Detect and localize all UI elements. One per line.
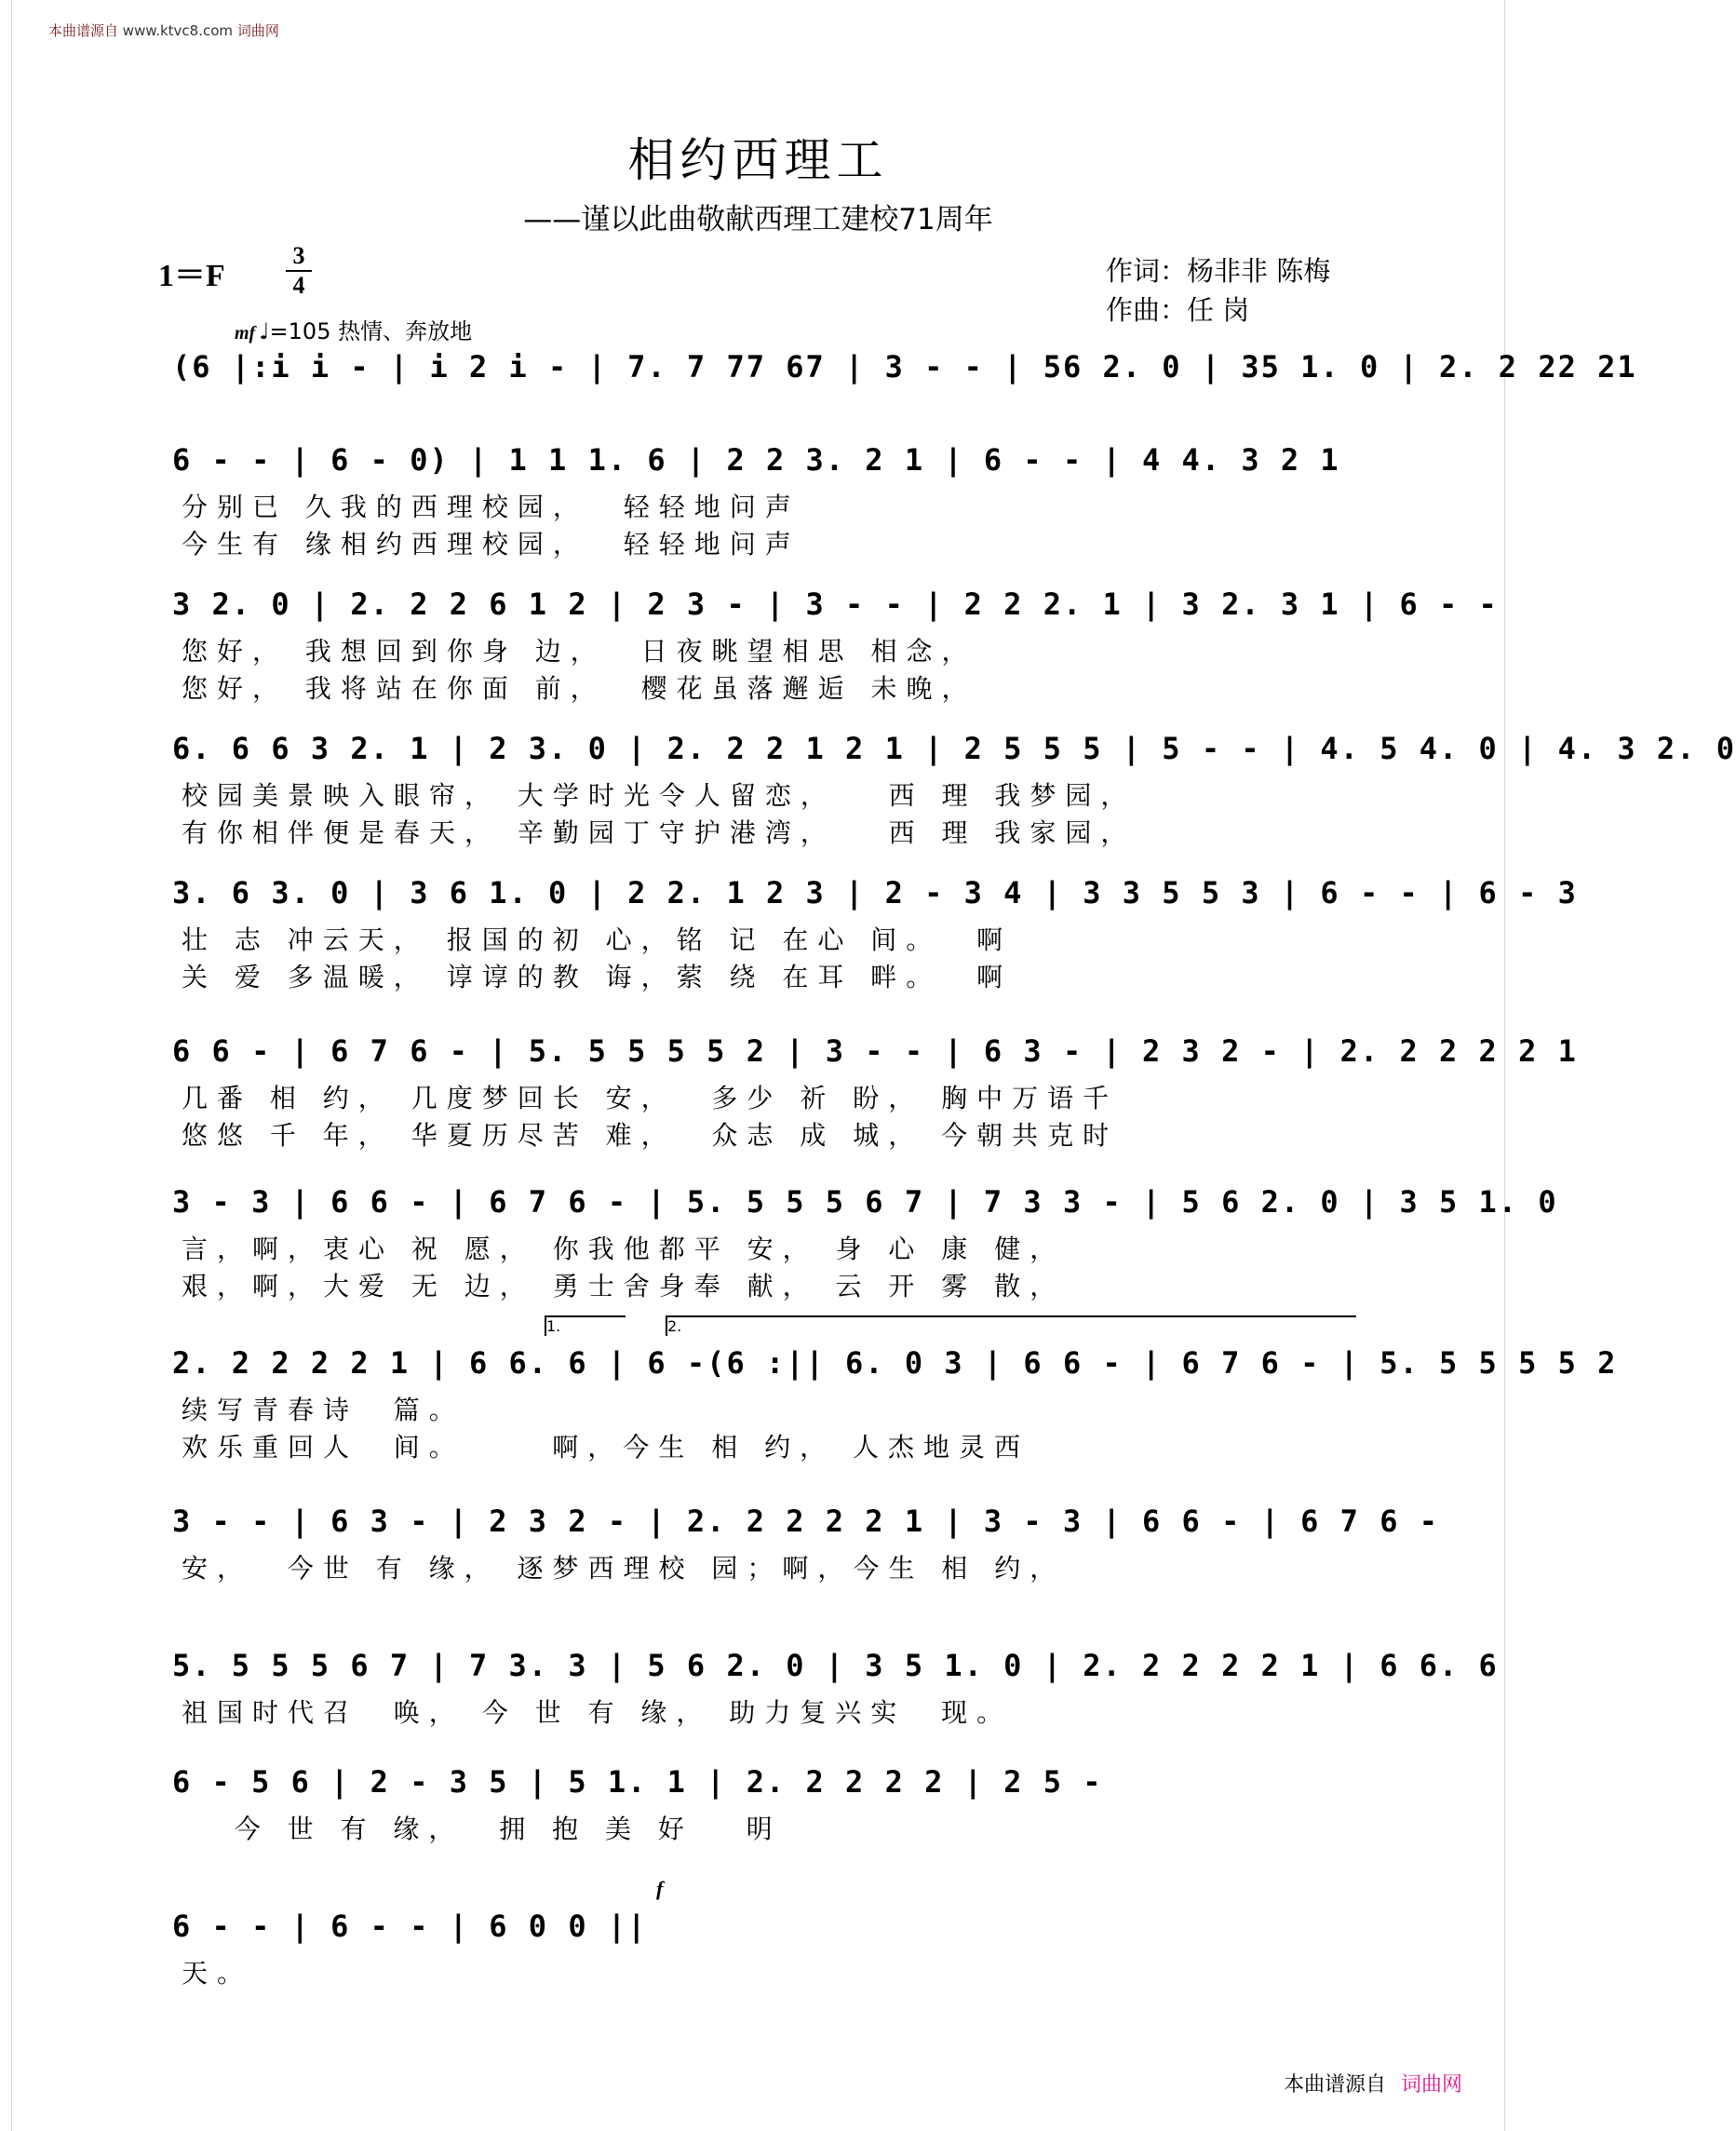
notation-text: 6 - 5 6 | 2 - 3 5 | 5 1. 1 | 2. 2 2 2 2 | 2 5 -: [172, 1764, 1103, 1800]
notation-text: 6 - - | 6 - - | 6 0 0 ||: [172, 1908, 648, 1944]
notation-line: [172, 1764, 1349, 1811]
lyric-verse-2: 艰，啊，大爱 无 边， 勇士舍身奉 献， 云 开 雾 散，: [182, 1271, 1066, 1302]
tempo-marking: [235, 313, 472, 345]
notation-text: 5. 5 5 5 6 7 | 7 3. 3 | 5 6 2. 0 | 3 5 1. 0 | 2. 2 2 2 2 1 | 6 6. 6: [172, 1648, 1499, 1683]
lyric-verse-1: 您好， 我想回到你身 边， 日夜眺望相思 相念，: [182, 636, 977, 667]
time-top: 3: [292, 242, 305, 269]
score-system: [172, 442, 1349, 563]
time-signature: [286, 244, 312, 298]
lyric-verse-1: 校园美景映入眼帘， 大学时光令人留恋， 西 理 我梦园，: [182, 780, 1137, 811]
dynamic-mark: f: [656, 1877, 664, 1900]
score-system: [172, 875, 1578, 996]
score-system: [172, 1764, 1349, 1848]
lyric-verse-2: 欢乐重回人 间。 啊，今生 相 约， 人杰地灵西: [182, 1432, 1030, 1463]
lyric-verse-1: 几番 相 约， 几度梦回长 安， 多少 祈 盼， 胸中万语千: [182, 1083, 1119, 1113]
source-site: 词曲网: [236, 22, 279, 39]
lyric-verse-1: 今 世 有 缘， 拥 抱 美 好 明: [182, 1814, 782, 1844]
notation-text: 6 6 - | 6 7 6 - | 5. 5 5 5 5 2 | 3 - - | 6 3 - | 2 3 2 - | 2. 2 2 2 2 1: [172, 1033, 1578, 1069]
lyric-verse-2: 今生有 缘相约西理校园， 轻轻地问声: [182, 529, 801, 560]
notation-text: 2. 2 2 2 2 1 | 6 6. 6 | 6 -(6 :|| 6. 0 3 | 6 6 - | 6 7 6 - | 5. 5 5 5 5 2: [172, 1345, 1618, 1381]
score-system: [172, 731, 1736, 852]
volta-2: 2.: [666, 1315, 1356, 1336]
volta-1: 1.: [545, 1315, 626, 1336]
notation-line: [172, 442, 1349, 489]
source-header: [48, 20, 279, 40]
notation-line: [172, 587, 1499, 633]
lyric-verse-1: 续写青春诗 篇。: [182, 1395, 464, 1425]
footer-source-site[interactable]: 词曲网: [1400, 2073, 1462, 2097]
score-system: [172, 1504, 1439, 1587]
score-system: [172, 1033, 1578, 1154]
notation-text: 3 - - | 6 3 - | 2 3 2 - | 2. 2 2 2 2 1 | 3 - 3 | 6 6 - | 6 7 6 -: [172, 1504, 1439, 1539]
lyric-verse-2: 关 爱 多温暖， 谆谆的教 诲，萦 绕 在耳 畔。 啊: [182, 962, 1013, 992]
credits: [1106, 251, 1330, 330]
notation-line: [172, 1184, 1558, 1231]
lyricist: 作词：杨非非 陈梅: [1106, 255, 1331, 287]
lyric-verse-1: 分别已 久我的西理校园， 轻轻地问声: [182, 492, 801, 522]
notation-line: [172, 1504, 1439, 1550]
score-system: [172, 1877, 1349, 1992]
lyric-verse-2: 悠悠 千 年， 华夏历尽苦 难， 众志 成 城， 今朝共克时: [182, 1120, 1119, 1151]
notation-text: 3 - 3 | 6 6 - | 6 7 6 - | 5. 5 5 5 6 7 | 7 3 3 - | 5 6 2. 0 | 3 5 1. 0: [172, 1184, 1558, 1220]
lyric-verse-1: 安， 今世 有 缘， 逐梦西理校 园；啊，今生 相 约，: [182, 1553, 1066, 1584]
notation-line: [172, 1345, 1618, 1392]
lyric-verse-1: 壮 志 冲云天， 报国的初 心，铭 记 在心 间。 啊: [182, 924, 1013, 955]
tempo-text: ♩=105 热情、奔放地: [259, 318, 473, 344]
notation-text: 3. 6 3. 0 | 3 6 1. 0 | 2 2. 1 2 3 | 2 - 3 4 | 3 3 5 5 3 | 6 - - | 6 - 3: [172, 875, 1578, 910]
left-border-strip: [0, 0, 12, 2131]
notation-text: (6 |:i i - | i 2 i - | 7. 7 77 67 | 3 - - | 56 2. 0 | 35 1. 0 | 2. 2 22 21: [172, 349, 1637, 384]
source-footer: [1284, 2069, 1462, 2097]
score-system: [172, 1317, 1618, 1466]
notation-line: [172, 1033, 1578, 1080]
notation-line: [172, 875, 1578, 922]
lyric-verse-1: 言，啊，衷心 祝 愿， 你我他都平 安， 身 心 康 健，: [182, 1234, 1066, 1264]
time-bottom: 4: [292, 272, 305, 299]
notation-line: [172, 1908, 1349, 1955]
score-system: [172, 587, 1499, 708]
notation-line: [172, 349, 1637, 396]
notation-line: [172, 731, 1736, 777]
lyric-verse-2: 您好， 我将站在你面 前， 樱花虽落邂逅 未晚，: [182, 673, 977, 704]
song-title: 相约西理工: [627, 133, 889, 187]
key-signature: 1＝F: [158, 259, 225, 293]
notation-text: 6 - - | 6 - 0) | 1 1 1. 6 | 2 2 3. 2 1 | 6 - - | 4 4. 3 2 1: [172, 442, 1340, 478]
composer: 作曲：任 岗: [1106, 294, 1250, 326]
score-system: [172, 1648, 1499, 1732]
footer-source-prefix: 本曲谱源自: [1283, 2073, 1386, 2097]
source-url[interactable]: www.ktvc8.com: [122, 22, 234, 39]
song-subtitle: ——谨以此曲敬献西理工建校71周年: [523, 203, 993, 236]
dynamic-mf: mf: [235, 323, 256, 344]
lyric-verse-2: 有你相伴便是春天， 辛勤园丁守护港湾， 西 理 我家园，: [182, 817, 1137, 848]
lyric-verse-1: 祖国时代召 唤， 今 世 有 缘， 助力复兴实 现。: [182, 1697, 1013, 1728]
source-prefix: 本曲谱源自: [48, 22, 119, 39]
notation-text: 3 2. 0 | 2. 2 2 6 1 2 | 2 3 - | 3 - - | 2 2 2. 1 | 3 2. 3 1 | 6 - -: [172, 587, 1499, 622]
notation-line: [172, 1648, 1499, 1694]
score-system: [172, 349, 1637, 396]
lyric-verse-1: 天。: [182, 1958, 253, 1989]
notation-text: 6. 6 6 3 2. 1 | 2 3. 0 | 2. 2 2 1 2 1 | 2 5 5 5 | 5 - - | 4. 5 4. 0 | 4. 3 2. 0: [172, 731, 1736, 766]
score-system: [172, 1184, 1558, 1305]
